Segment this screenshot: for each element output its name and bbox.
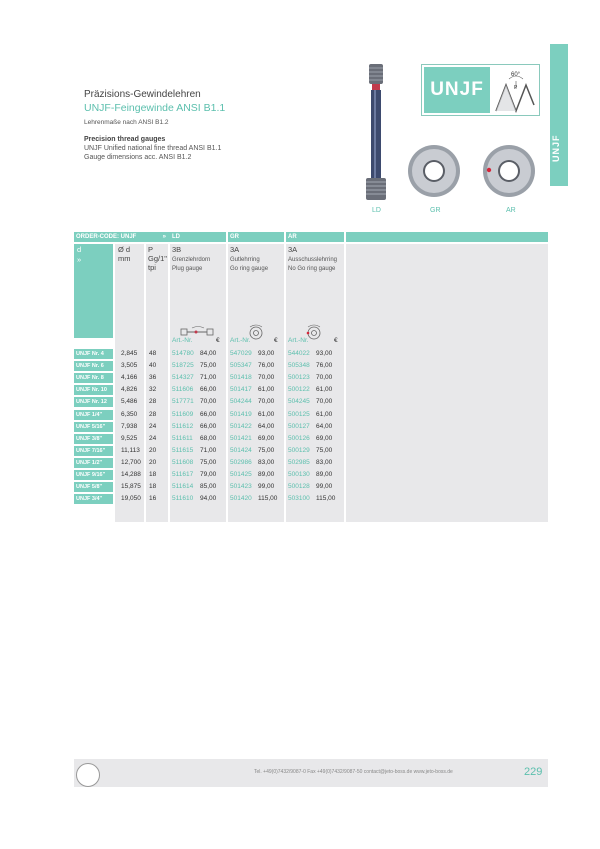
od-label: Ø d (118, 245, 131, 254)
ar-de: Ausschusslehrring (288, 257, 338, 263)
size-cell: UNJF Nr. 8 (74, 373, 113, 383)
ar-art-cell: 500130 (288, 471, 310, 478)
ar-price-cell: 93,00 (316, 350, 333, 357)
ld-price-cell: 75,00 (200, 362, 217, 370)
d-column-header (74, 244, 113, 338)
angle-label: 60° (511, 72, 521, 78)
ar-art-cell: 500126 (288, 434, 310, 442)
gr-art-cell: 504244 (230, 398, 252, 406)
gr-price-cell: 64,00 (258, 422, 275, 430)
thread-profile-logo (421, 64, 540, 116)
gr-class: 3A (230, 245, 240, 254)
photo-label-ar: AR (506, 207, 516, 214)
table-row (74, 397, 344, 408)
gr-art-cell: 501420 (230, 495, 252, 503)
ld-price-cell: 71,00 (200, 374, 217, 382)
plug-gauge-image (366, 64, 386, 200)
diameter-cell: 4,166 (121, 374, 138, 382)
side-tab (550, 44, 568, 186)
ar-eur-header: € (334, 337, 338, 344)
gr-art-cell: 501417 (230, 386, 252, 394)
size-cell: UNJF 3/4" (74, 494, 113, 504)
gr-art-cell: 502986 (230, 458, 252, 466)
gr-price-cell: 93,00 (258, 350, 275, 357)
ar-art-cell: 500128 (288, 483, 310, 491)
pitch-cell: 24 (149, 422, 157, 430)
ld-price-cell: 70,00 (200, 398, 217, 406)
group-header-ld: LD (170, 232, 226, 242)
pitch-cell: 36 (149, 374, 157, 382)
ld-art-cell: 511609 (172, 410, 194, 418)
ld-price-cell: 85,00 (200, 483, 217, 491)
gr-art-cell: 501419 (230, 410, 252, 418)
ld-price-cell: 79,00 (200, 471, 217, 478)
pitch-cell: 28 (149, 410, 157, 418)
ar-price-cell: 64,00 (316, 422, 333, 430)
ar-price-cell: 83,00 (316, 458, 333, 466)
ld-art-cell: 511612 (172, 422, 194, 430)
subtitle-en: UNJF Unified national fine thread ANSI B1.1 (84, 145, 222, 152)
size-cell: UNJF 1/2" (74, 458, 113, 468)
gr-art-cell: 501424 (230, 446, 252, 454)
od-unit: mm (118, 254, 131, 263)
ld-price-cell: 75,00 (200, 458, 217, 466)
pitch-cell: 24 (149, 434, 157, 442)
ar-price-cell: 61,00 (316, 386, 333, 394)
ar-art-cell: 500127 (288, 422, 310, 430)
ld-art-cell: 511614 (172, 483, 194, 491)
size-cell: UNJF Nr. 6 (74, 361, 113, 371)
ld-art-cell: 511610 (172, 495, 194, 503)
ar-price-cell: 61,00 (316, 410, 333, 418)
ar-art-cell: 500122 (288, 386, 310, 394)
page-title: Präzisions-Gewindelehren (84, 89, 201, 100)
size-cell: UNJF 9/16" (74, 470, 113, 480)
ld-art-cell: 511606 (172, 386, 194, 394)
diameter-cell: 15,875 (121, 483, 141, 491)
diameter-cell: 9,525 (121, 434, 138, 442)
pitch-cell: 18 (149, 471, 157, 478)
table-row (74, 361, 344, 372)
diameter-cell: 14,288 (121, 471, 141, 478)
diameter-cell: 2,845 (121, 350, 138, 357)
gr-price-cell: 83,00 (258, 458, 275, 466)
side-tab-label: UNJF (551, 134, 561, 162)
size-cell: UNJF Nr. 4 (74, 349, 113, 359)
size-cell: UNJF 1/4" (74, 410, 113, 420)
ar-price-cell: 70,00 (316, 374, 333, 382)
diameter-cell: 19,050 (121, 495, 141, 503)
ar-art-cell: 500125 (288, 410, 310, 418)
ld-price-cell: 68,00 (200, 434, 217, 442)
gr-price-cell: 61,00 (258, 386, 275, 394)
ar-art-cell: 505348 (288, 362, 310, 370)
ld-class: 3B (172, 245, 182, 254)
ld-price-cell: 94,00 (200, 495, 217, 503)
ld-art-header: Art.-Nr. (172, 337, 193, 344)
note-en: Gauge dimensions acc. ANSI B1.2 (84, 154, 192, 161)
gr-art-cell: 501422 (230, 422, 252, 430)
size-cell: UNJF 5/16" (74, 422, 113, 432)
page-note-de: Lehrenmaße nach ANSI B1.2 (84, 119, 169, 126)
ar-price-cell: 76,00 (316, 362, 333, 370)
gr-de: Gutlehrring (230, 257, 260, 263)
diameter-cell: 6,350 (121, 410, 138, 418)
footer (74, 759, 548, 787)
ld-eur-header: € (216, 337, 220, 344)
table-row (74, 482, 344, 493)
size-cell: UNJF Nr. 10 (74, 385, 113, 395)
order-arrow-icon: » (162, 234, 166, 240)
pitch-label: P (514, 85, 518, 91)
diameter-cell: 12,700 (121, 458, 141, 466)
d-arrow-icon: » (77, 255, 82, 264)
ar-art-cell: 504245 (288, 398, 310, 406)
footer-contact: Tel. +49(0)7432/9087-0 Fax +49(0)7432/9087-50 contact@jeto-boss.de www.jeto-boss.de (254, 769, 453, 775)
pitch-cell: 18 (149, 483, 157, 491)
diameter-cell: 3,505 (121, 362, 138, 370)
ar-price-cell: 70,00 (316, 398, 333, 406)
gr-price-cell: 70,00 (258, 374, 275, 382)
go-ring-image (408, 145, 460, 197)
gr-price-cell: 75,00 (258, 446, 275, 454)
gr-price-cell: 76,00 (258, 362, 275, 370)
order-code-header (74, 232, 170, 242)
gr-art-cell: 505347 (230, 362, 252, 370)
pitch-unit: Gg/1" (148, 254, 167, 263)
ld-art-cell: 514780 (172, 350, 194, 357)
gr-price-cell: 115,00 (258, 495, 278, 503)
size-cell: UNJF Nr. 12 (74, 397, 113, 407)
page-number: 229 (524, 766, 543, 778)
table-row (74, 410, 344, 421)
page-subtitle: UNJF-Feingewinde ANSI B1.1 (84, 102, 226, 114)
table-row (74, 373, 344, 384)
pitch-cell: 32 (149, 386, 157, 394)
title-en: Precision thread gauges (84, 136, 166, 143)
ar-price-cell: 115,00 (316, 495, 336, 503)
table-row (74, 494, 344, 505)
table-row (74, 422, 344, 433)
thread-profile-icon (494, 67, 536, 113)
gr-art-cell: 501421 (230, 434, 252, 442)
gr-price-cell: 70,00 (258, 398, 275, 406)
ar-art-cell: 544022 (288, 350, 310, 357)
photo-label-ld: LD (372, 207, 381, 214)
ld-art-cell: 511611 (172, 434, 193, 442)
ld-price-cell: 84,00 (200, 350, 217, 357)
ld-price-cell: 66,00 (200, 386, 217, 394)
pitch-unit-tpi: tpi (148, 263, 156, 272)
diameter-cell: 7,938 (121, 422, 138, 430)
ld-art-cell: 518725 (172, 362, 194, 370)
ar-price-cell: 89,00 (316, 471, 333, 478)
photo-label-gr: GR (430, 207, 441, 214)
size-cell: UNJF 3/8" (74, 434, 113, 444)
ld-art-cell: 511615 (172, 446, 194, 454)
pitch-cell: 20 (149, 458, 157, 466)
pitch-label: P (148, 245, 154, 254)
ld-art-cell: 511617 (172, 471, 194, 478)
gr-price-cell: 61,00 (258, 410, 275, 418)
gr-price-cell: 89,00 (258, 471, 275, 478)
ld-price-cell: 66,00 (200, 422, 217, 430)
gr-art-header: Art.-Nr. (230, 337, 251, 344)
ar-art-cell: 502985 (288, 458, 310, 466)
ar-price-cell: 75,00 (316, 446, 333, 454)
pitch-cell: 28 (149, 398, 157, 406)
ar-price-cell: 69,00 (316, 434, 333, 442)
size-cell: UNJF 5/8" (74, 482, 113, 492)
logo-text: UNJF (424, 67, 490, 113)
group-header-gr: GR (228, 232, 284, 242)
ld-art-cell: 511608 (172, 458, 194, 466)
ar-en: No Go ring gauge (288, 266, 336, 272)
empty-header (346, 232, 548, 242)
ar-art-cell: 500129 (288, 446, 310, 454)
group-header-ar: AR (286, 232, 344, 242)
gr-price-cell: 69,00 (258, 434, 275, 442)
gr-art-cell: 501423 (230, 483, 252, 491)
pitch-cell: 40 (149, 362, 157, 370)
pitch-cell: 48 (149, 350, 157, 357)
gr-art-cell: 547029 (230, 350, 252, 357)
pitch-cell: 16 (149, 495, 157, 503)
ld-de: Grenzlehrdorn (172, 257, 211, 263)
gr-en: Go ring gauge (230, 266, 269, 272)
d-label: d (77, 245, 82, 254)
gr-eur-header: € (274, 337, 278, 344)
ar-art-cell: 500123 (288, 374, 310, 382)
pitch-cell: 20 (149, 446, 157, 454)
ld-art-cell: 514327 (172, 374, 194, 382)
empty-panel (346, 244, 548, 522)
ld-price-cell: 66,00 (200, 410, 217, 418)
gr-art-cell: 501425 (230, 471, 252, 478)
order-code-label: ORDER-CODE: UNJF (76, 234, 137, 240)
gr-art-cell: 501418 (230, 374, 252, 382)
table-row (74, 385, 344, 396)
table-row (74, 446, 344, 457)
company-logo (76, 763, 100, 787)
ld-price-cell: 71,00 (200, 446, 217, 454)
gr-price-cell: 99,00 (258, 483, 275, 491)
ar-price-cell: 99,00 (316, 483, 333, 491)
ld-en: Plug gauge (172, 266, 203, 272)
size-cell: UNJF 7/16" (74, 446, 113, 456)
diameter-cell: 11,113 (121, 446, 140, 454)
diameter-cell: 5,486 (121, 398, 138, 406)
ar-class: 3A (288, 245, 298, 254)
table-row (74, 458, 344, 469)
ar-art-cell: 503100 (288, 495, 310, 503)
diameter-cell: 4,826 (121, 386, 138, 394)
table-row (74, 434, 344, 445)
gauge-table (74, 232, 548, 522)
table-row (74, 349, 344, 360)
ld-art-cell: 517771 (172, 398, 194, 406)
ar-art-header: Art.-Nr. (288, 337, 309, 344)
table-row (74, 470, 344, 481)
no-go-ring-image (483, 145, 535, 197)
